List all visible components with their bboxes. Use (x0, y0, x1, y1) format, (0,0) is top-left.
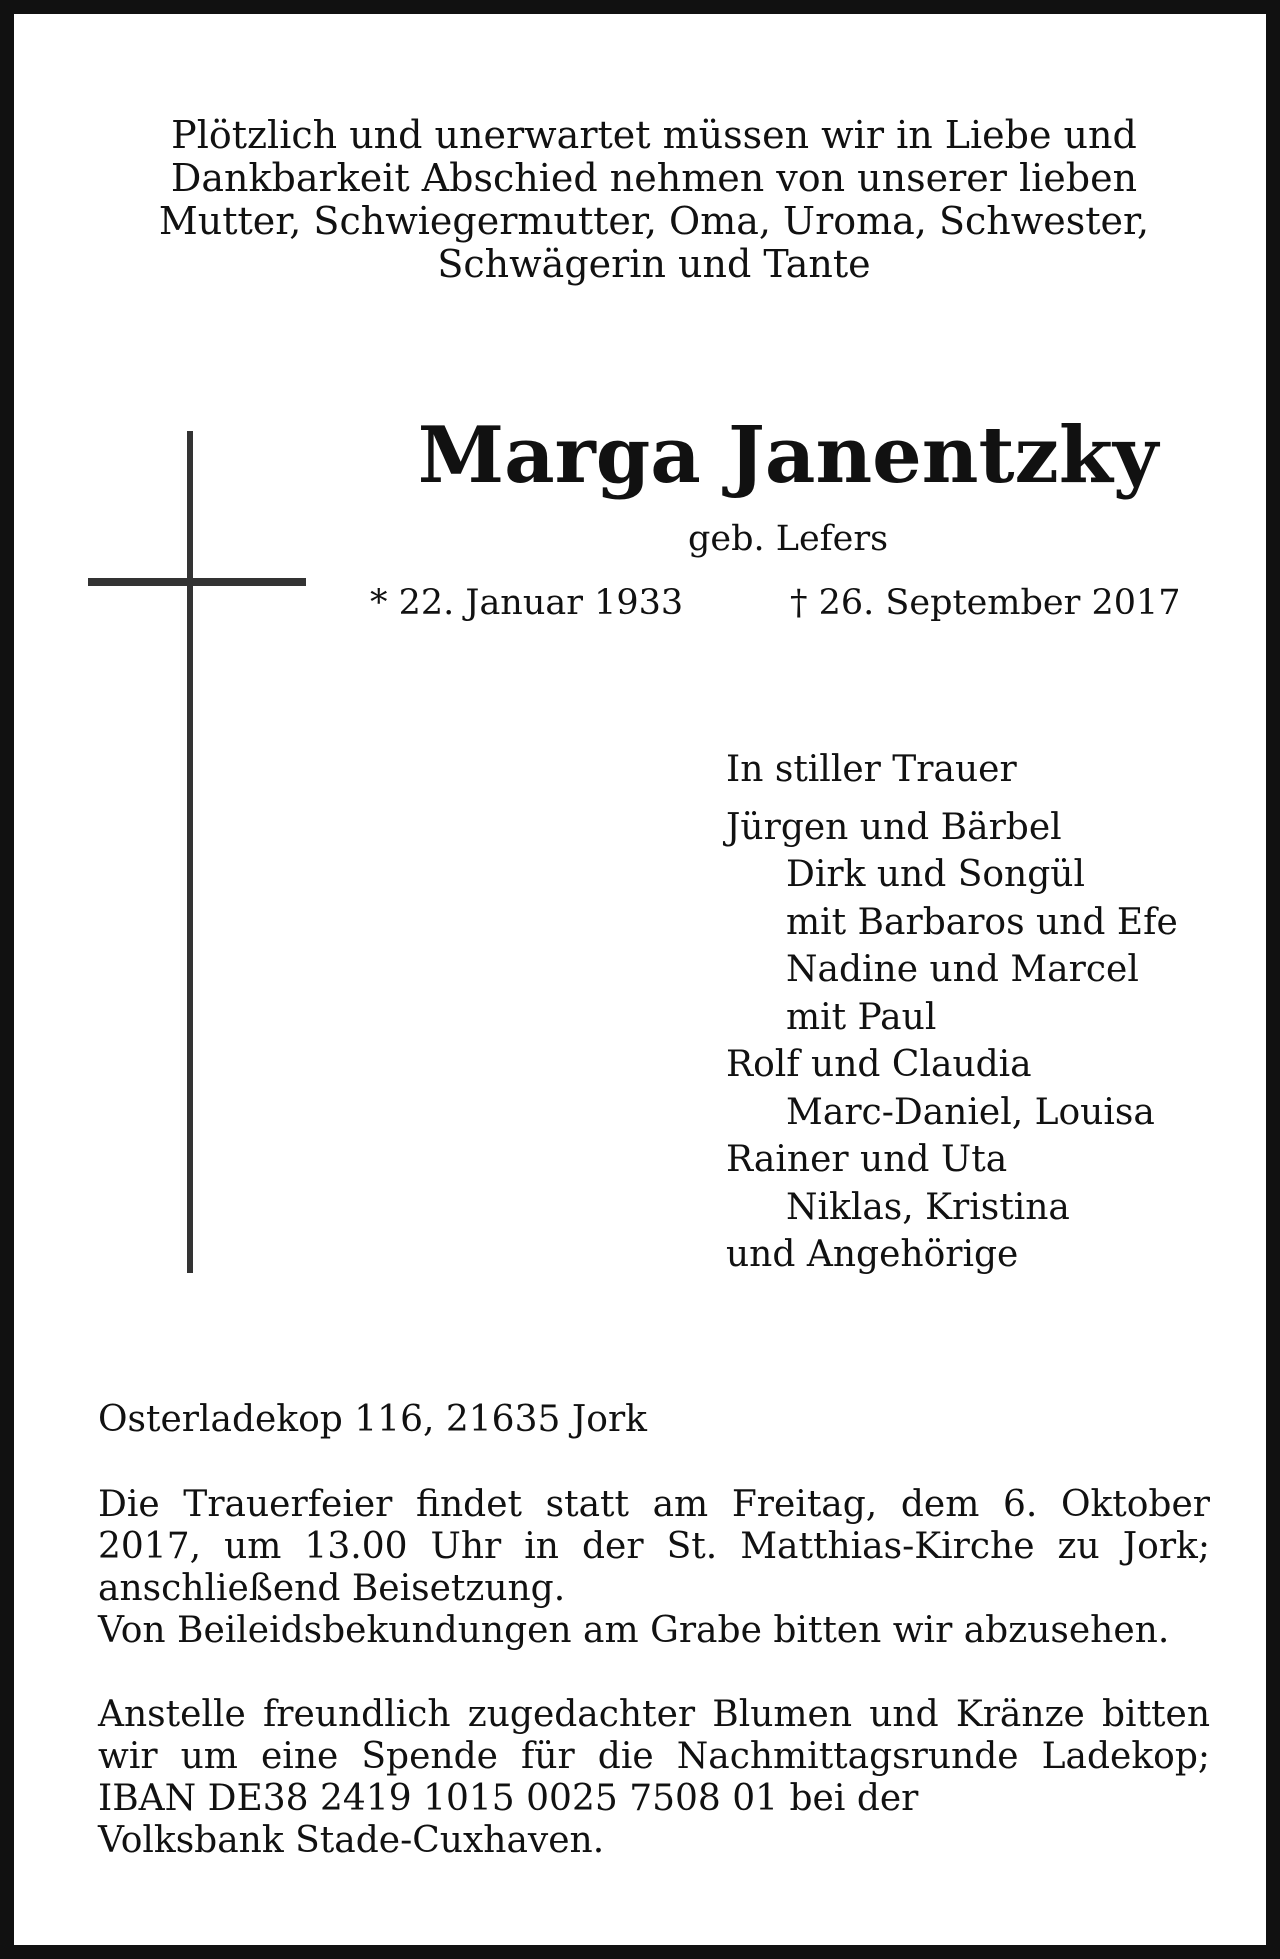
ceremony-paragraph (98, 1484, 1210, 1652)
intro-line: Mutter, Schwiegermutter, Oma, Uroma, Schwester, (158, 199, 1150, 243)
mourner-line: Dirk und Songül (786, 854, 1085, 895)
mourners-heading: In stiller Trauer (726, 749, 1017, 790)
mourner-line: Rainer und Uta (726, 1139, 1008, 1180)
cross-horizontal-bar (88, 578, 306, 586)
ceremony-line: 2017, um 13.00 Uhr in der St. Matthias-Kirche zu Jork; (98, 1526, 1210, 1567)
mourner-line: Rolf und Claudia (726, 1044, 1032, 1085)
cross-vertical-bar (187, 431, 193, 1273)
mourners-list (726, 746, 1178, 1279)
ceremony-line: anschließend Beisetzung. (98, 1568, 566, 1609)
ceremony-line: Die Trauerfeier findet statt am Freitag, dem 6. Oktober (98, 1484, 1210, 1525)
intro-line: Schwägerin und Tante (437, 242, 871, 286)
mourner-line: und Angehörige (726, 1234, 1019, 1275)
birth-date: * 22. Januar 1933 (370, 583, 684, 623)
mourner-line: Jürgen und Bärbel (726, 806, 1062, 848)
donation-line: IBAN DE38 2419 1015 0025 7508 01 bei der (98, 1778, 919, 1819)
death-date: † 26. September 2017 (790, 583, 1181, 623)
maiden-name: geb. Lefers (687, 519, 889, 559)
mourner-line: Niklas, Kristina (786, 1186, 1070, 1228)
intro-line: Dankbarkeit Abschied nehmen von unserer lieben (170, 156, 1138, 200)
mourner-line: mit Barbaros und Efe (786, 901, 1178, 943)
address: Osterladekop 116, 21635 Jork (98, 1399, 647, 1440)
deceased-name: Marga Janentzky (417, 410, 1159, 501)
ceremony-line: Von Beileidsbekundungen am Grabe bitten wir abzusehen. (98, 1610, 1170, 1651)
intro-text (114, 114, 1194, 286)
donation-line: Volksbank Stade-Cuxhaven. (98, 1820, 605, 1861)
intro-line: Plötzlich und unerwartet müssen wir in Liebe und (171, 113, 1137, 157)
mourner-line: mit Paul (786, 996, 937, 1038)
mourner-line: Nadine und Marcel (786, 949, 1139, 990)
donation-line: Anstelle freundlich zugedachter Blumen und Kränze bitten (98, 1694, 1210, 1735)
mourner-line: Marc-Daniel, Louisa (786, 1091, 1155, 1133)
donation-line: wir um eine Spende für die Nachmittagsrunde Ladekop; (98, 1736, 1210, 1777)
donation-paragraph (98, 1694, 1210, 1862)
